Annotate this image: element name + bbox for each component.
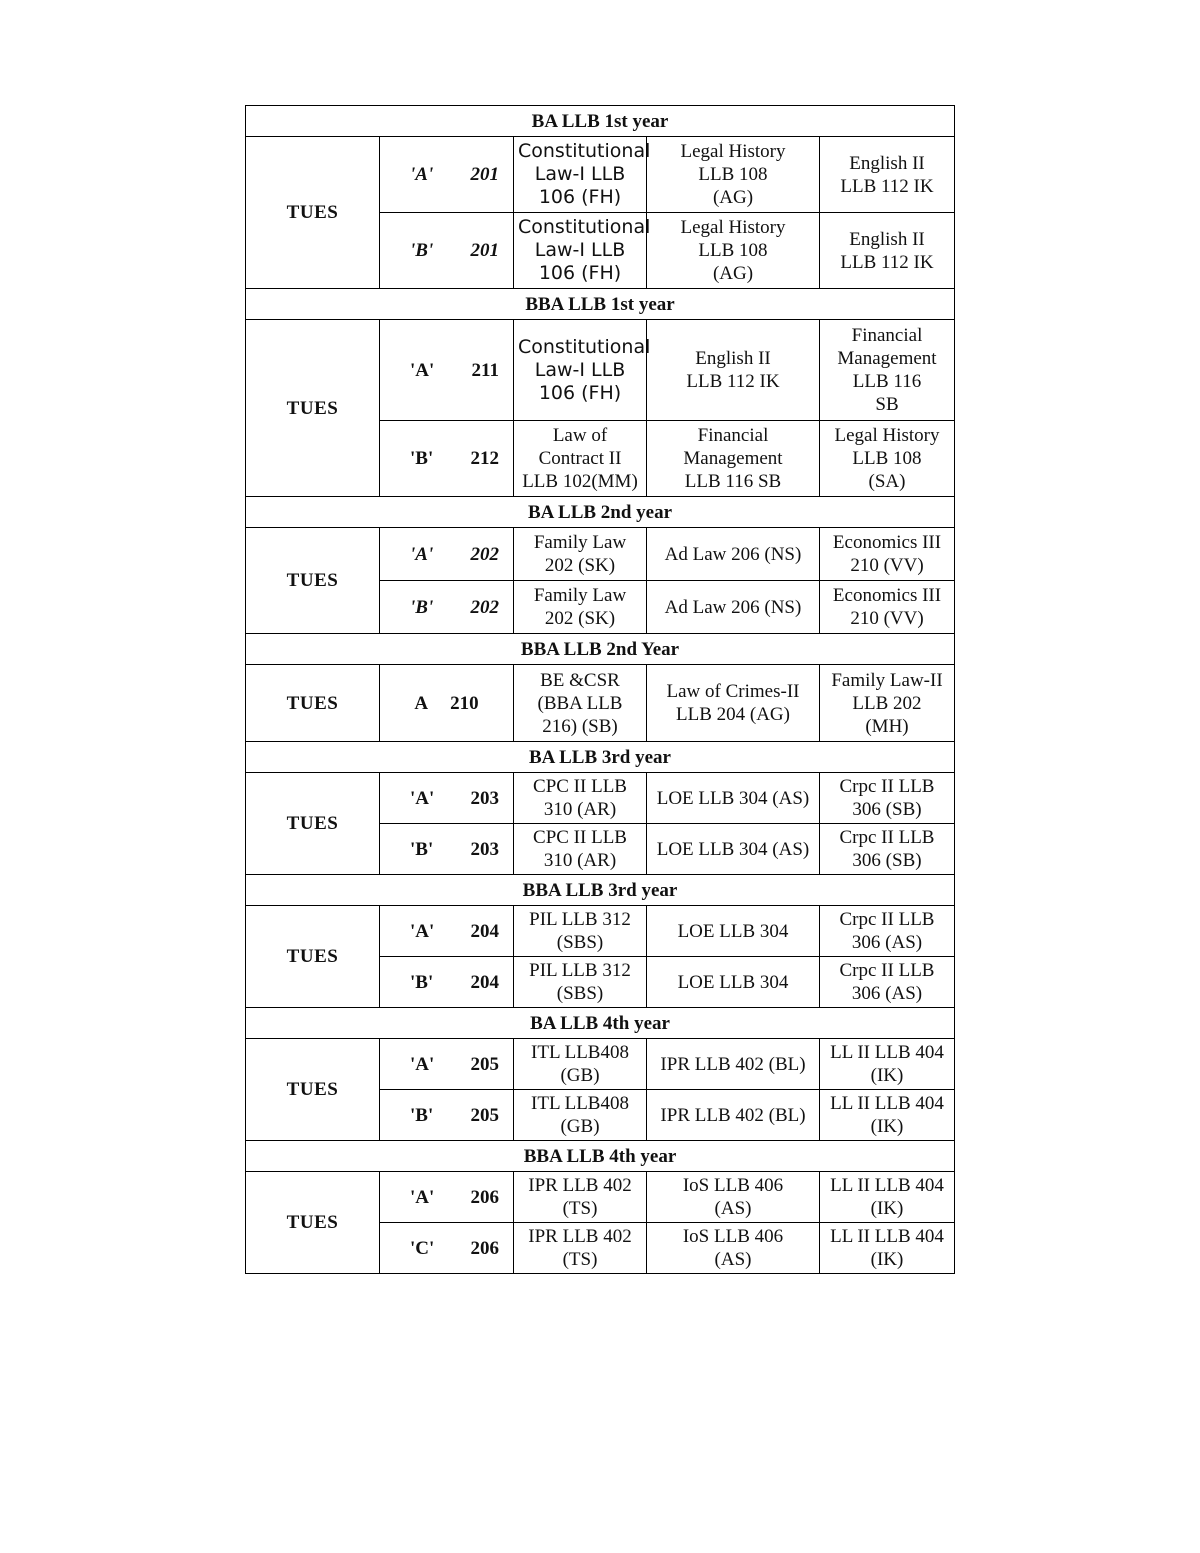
section-label: 'B' bbox=[410, 448, 434, 469]
room-number: 201 bbox=[470, 164, 499, 185]
room-number: 204 bbox=[470, 920, 499, 942]
subject-cell: LOE LLB 304 (AS) bbox=[647, 773, 820, 824]
section-label: 'A' bbox=[410, 787, 435, 809]
room-number: 212 bbox=[470, 448, 499, 469]
block-title: BBA LLB 1st year bbox=[246, 289, 955, 320]
subject-cell: PIL LLB 312 (SBS) bbox=[514, 906, 647, 957]
section-label: 'B' bbox=[410, 1104, 434, 1126]
section-cell bbox=[380, 957, 514, 1008]
section-cell bbox=[380, 320, 514, 421]
section-label: 'A' bbox=[410, 359, 435, 381]
subject-cell: Constitutional Law-I LLB 106 (FH) bbox=[514, 213, 647, 289]
subject-cell: Legal History LLB 108 (AG) bbox=[647, 213, 820, 289]
subject-cell: Ad Law 206 (NS) bbox=[647, 581, 820, 634]
room-number: 201 bbox=[470, 240, 499, 261]
section-cell bbox=[380, 773, 514, 824]
room-number: 202 bbox=[470, 596, 499, 618]
subject-cell: LL II LLB 404 (IK) bbox=[820, 1223, 955, 1274]
subject-cell: CPC II LLB 310 (AR) bbox=[514, 773, 647, 824]
block-title: BA LLB 2nd year bbox=[246, 497, 955, 528]
table-row bbox=[246, 906, 955, 957]
section-label: 'C' bbox=[410, 1237, 435, 1259]
section-cell bbox=[380, 1090, 514, 1141]
subject-cell: Law of Contract II LLB 102(MM) bbox=[514, 421, 647, 497]
subject-cell: Family Law 202 (SK) bbox=[514, 528, 647, 581]
room-number: 205 bbox=[470, 1053, 499, 1075]
subject-cell: IoS LLB 406 (AS) bbox=[647, 1172, 820, 1223]
subject-cell: Economics III 210 (VV) bbox=[820, 581, 955, 634]
day-cell: TUES bbox=[246, 1172, 380, 1274]
subject-cell: Crpc II LLB 306 (AS) bbox=[820, 906, 955, 957]
block-header bbox=[246, 289, 955, 320]
subject-cell: IPR LLB 402 (BL) bbox=[647, 1039, 820, 1090]
table-row bbox=[246, 773, 955, 824]
section-label: 'A' bbox=[410, 1186, 435, 1208]
subject-cell: CPC II LLB 310 (AR) bbox=[514, 824, 647, 875]
block-title: BBA LLB 2nd Year bbox=[246, 634, 955, 665]
day-cell: TUES bbox=[246, 665, 380, 742]
room-number: 203 bbox=[470, 787, 499, 809]
subject-cell: LOE LLB 304 bbox=[647, 957, 820, 1008]
section-label: 'A' bbox=[410, 164, 434, 185]
block-header bbox=[246, 742, 955, 773]
day-cell: TUES bbox=[246, 1039, 380, 1141]
subject-cell: Constitutional Law-I LLB 106 (FH) bbox=[514, 320, 647, 421]
subject-cell: PIL LLB 312 (SBS) bbox=[514, 957, 647, 1008]
subject-cell: Family Law 202 (SK) bbox=[514, 581, 647, 634]
subject-cell: ITL LLB408 (GB) bbox=[514, 1039, 647, 1090]
subject-cell: IPR LLB 402 (BL) bbox=[647, 1090, 820, 1141]
block-header bbox=[246, 634, 955, 665]
section-label: 'A' bbox=[410, 543, 434, 565]
block-title: BBA LLB 3rd year bbox=[246, 875, 955, 906]
subject-cell: IPR LLB 402 (TS) bbox=[514, 1172, 647, 1223]
subject-cell: Law of Crimes-II LLB 204 (AG) bbox=[647, 665, 820, 742]
section-cell bbox=[380, 1223, 514, 1274]
subject-cell: Crpc II LLB 306 (SB) bbox=[820, 773, 955, 824]
subject-cell: LL II LLB 404 (IK) bbox=[820, 1090, 955, 1141]
block-header bbox=[246, 1008, 955, 1039]
section-label: 'A' bbox=[410, 1053, 435, 1075]
section-label: 'B' bbox=[410, 838, 434, 860]
section-cell bbox=[380, 824, 514, 875]
subject-cell: LL II LLB 404 (IK) bbox=[820, 1039, 955, 1090]
section-label: 'A' bbox=[410, 920, 435, 942]
block-title: BBA LLB 4th year bbox=[246, 1141, 955, 1172]
subject-cell: Constitutional Law-I LLB 106 (FH) bbox=[514, 137, 647, 213]
room-number: 210 bbox=[450, 692, 479, 714]
subject-cell: LOE LLB 304 bbox=[647, 906, 820, 957]
section-cell bbox=[380, 1039, 514, 1090]
block-header bbox=[246, 106, 955, 137]
subject-cell: BE &CSR (BBA LLB 216) (SB) bbox=[514, 665, 647, 742]
section-label: A bbox=[414, 692, 429, 714]
table-row bbox=[246, 137, 955, 213]
subject-cell: English II LLB 112 IK bbox=[820, 213, 955, 289]
section-cell bbox=[380, 137, 514, 213]
subject-cell: IoS LLB 406 (AS) bbox=[647, 1223, 820, 1274]
block-header bbox=[246, 1141, 955, 1172]
table-row bbox=[246, 665, 955, 742]
subject-cell: Legal History LLB 108 (SA) bbox=[820, 421, 955, 497]
day-cell: TUES bbox=[246, 137, 380, 289]
block-header bbox=[246, 875, 955, 906]
subject-cell: English II LLB 112 IK bbox=[647, 320, 820, 421]
table-row bbox=[246, 1172, 955, 1223]
section-cell bbox=[380, 213, 514, 289]
day-cell: TUES bbox=[246, 528, 380, 634]
section-cell bbox=[380, 528, 514, 581]
room-number: 205 bbox=[470, 1104, 499, 1126]
subject-cell: Crpc II LLB 306 (AS) bbox=[820, 957, 955, 1008]
subject-cell: IPR LLB 402 (TS) bbox=[514, 1223, 647, 1274]
subject-cell: LL II LLB 404 (IK) bbox=[820, 1172, 955, 1223]
subject-cell: LOE LLB 304 (AS) bbox=[647, 824, 820, 875]
subject-cell: Family Law-II LLB 202 (MH) bbox=[820, 665, 955, 742]
block-title: BA LLB 1st year bbox=[246, 106, 955, 137]
day-cell: TUES bbox=[246, 906, 380, 1008]
section-cell bbox=[380, 421, 514, 497]
block-title: BA LLB 4th year bbox=[246, 1008, 955, 1039]
block-title: BA LLB 3rd year bbox=[246, 742, 955, 773]
subject-cell: Financial Management LLB 116 SB bbox=[647, 421, 820, 497]
section-label: 'B' bbox=[410, 240, 434, 261]
room-number: 206 bbox=[470, 1186, 499, 1208]
section-cell bbox=[380, 665, 514, 742]
section-cell bbox=[380, 906, 514, 957]
subject-cell: ITL LLB408 (GB) bbox=[514, 1090, 647, 1141]
subject-cell: Ad Law 206 (NS) bbox=[647, 528, 820, 581]
room-number: 203 bbox=[470, 838, 499, 860]
table-row bbox=[246, 1039, 955, 1090]
section-cell bbox=[380, 1172, 514, 1223]
room-number: 206 bbox=[470, 1237, 499, 1259]
subject-cell: Economics III 210 (VV) bbox=[820, 528, 955, 581]
table-row bbox=[246, 528, 955, 581]
day-cell: TUES bbox=[246, 320, 380, 497]
day-cell: TUES bbox=[246, 773, 380, 875]
room-number: 202 bbox=[470, 543, 499, 565]
table-row bbox=[246, 320, 955, 421]
room-number: 204 bbox=[470, 971, 499, 993]
room-number: 211 bbox=[471, 359, 499, 381]
timetable bbox=[245, 105, 955, 1274]
subject-cell: Crpc II LLB 306 (SB) bbox=[820, 824, 955, 875]
subject-cell: English II LLB 112 IK bbox=[820, 137, 955, 213]
subject-cell: Financial Management LLB 116 SB bbox=[820, 320, 955, 421]
section-label: 'B' bbox=[410, 596, 434, 618]
section-label: 'B' bbox=[410, 971, 434, 993]
section-cell bbox=[380, 581, 514, 634]
subject-cell: Legal History LLB 108 (AG) bbox=[647, 137, 820, 213]
block-header bbox=[246, 497, 955, 528]
